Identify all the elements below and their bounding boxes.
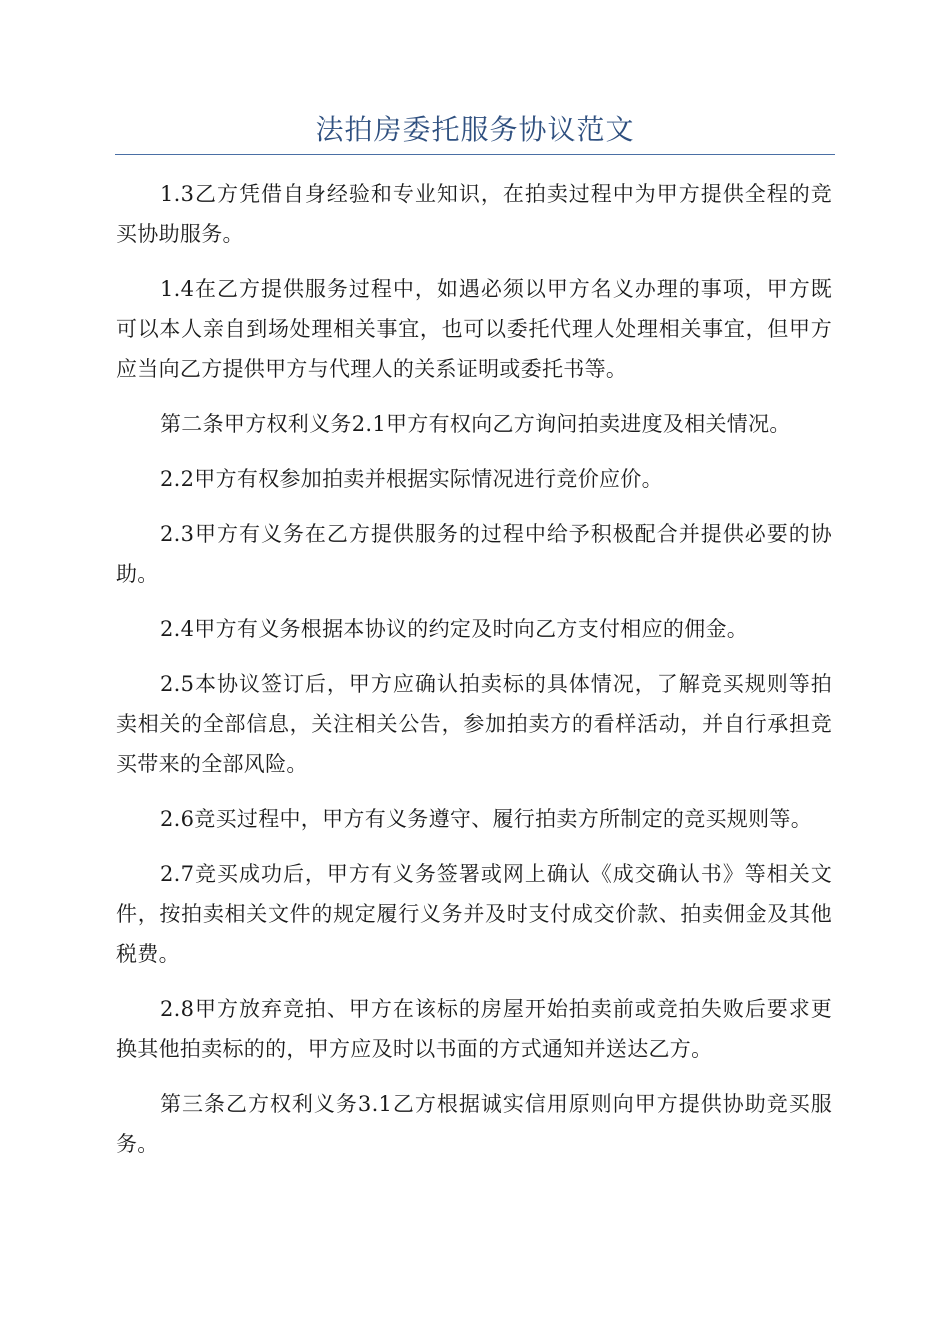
paragraph-2-3: 2.3甲方有义务在乙方提供服务的过程中给予积极配合并提供必要的协助。 [116, 522, 832, 586]
paragraph-1-3: 1.3乙方凭借自身经验和专业知识，在拍卖过程中为甲方提供全程的竞买协助服务。 [116, 182, 832, 246]
title-block [115, 112, 835, 155]
paragraph-2-6: 2.6竞买过程中，甲方有义务遵守、履行拍卖方所制定的竞买规则等。 [160, 807, 812, 831]
paragraph-2-5: 2.5本协议签订后，甲方应确认拍卖标的具体情况，了解竞买规则等拍卖相关的全部信息，关注相关公告，参加拍卖方的看样活动，并自行承担竞买带来的全部风险。 [116, 672, 832, 776]
document-title: 法拍房委托服务协议范文 [315, 113, 635, 146]
paragraph-1-4: 1.4在乙方提供服务过程中，如遇必须以甲方名义办理的事项，甲方既可以本人亲自到场处理相关事宜，也可以委托代理人处理相关事宜，但甲方应当向乙方提供甲方与代理人的关系证明或委托书等。 [116, 277, 832, 381]
paragraph-2-4: 2.4甲方有义务根据本协议的约定及时向乙方支付相应的佣金。 [160, 617, 749, 641]
paragraph-2-8: 2.8甲方放弃竞拍、甲方在该标的房屋开始拍卖前或竞拍失败后要求更换其他拍卖标的的，甲方应及时以书面的方式通知并送达乙方。 [116, 997, 832, 1061]
paragraph-article-3-1: 第三条乙方权利义务3.1乙方根据诚实信用原则向甲方提供协助竞买服务。 [116, 1092, 832, 1156]
paragraph-2-2: 2.2甲方有权参加拍卖并根据实际情况进行竞价应价。 [160, 467, 663, 491]
document-body [116, 174, 832, 1179]
paragraph-article-2-1: 第二条甲方权利义务2.1甲方有权向乙方询问拍卖进度及相关情况。 [160, 412, 791, 436]
paragraph-2-7: 2.7竞买成功后，甲方有义务签署或网上确认《成交确认书》等相关文件，按拍卖相关文件的规定履行义务并及时支付成交价款、拍卖佣金及其他税费。 [116, 862, 832, 966]
